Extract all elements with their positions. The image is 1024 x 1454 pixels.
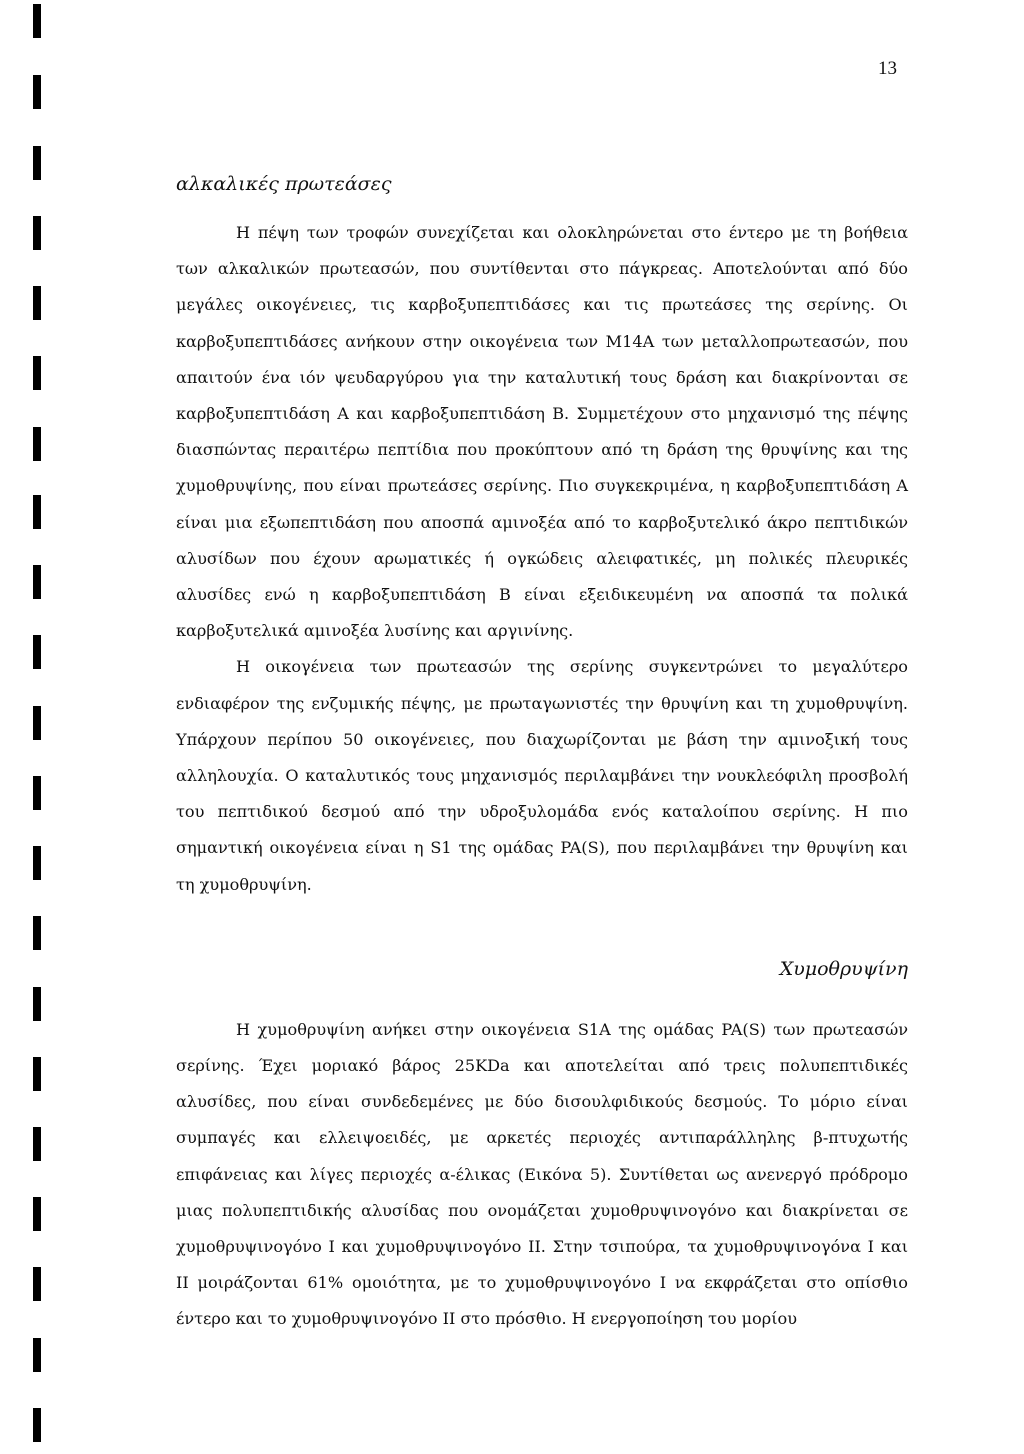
paragraph: Η πέψη των τροφών συνεχίζεται και ολοκληρώνεται στο έντερο με τη βοήθεια των αλκαλικών πρωτεασών, που συντίθενται στο πάγκρεας. Αποτελούνται από δύο μεγάλες οικογένειες, τις καρβοξυπεπτιδάσες και τις πρωτεάσες της σερίνης. Οι καρβοξυπεπτιδάσες ανήκουν στην οικογένεια των Μ14Α των μεταλλοπρωτεασών, που απαιτούν ένα ιόν ψευδαργύρου για την καταλυτική τους δράση και διακρίνονται σε καρβοξυπεπτιδάση Α και καρβοξυπεπτιδάση Β. Συμμετέχουν στο μηχανισμό της πέψης διασπώντας περαιτέρω πεπτίδια που προκύπτουν από τη δράση της θρυψίνης και της χυμοθρυψίνης, που είναι πρωτεάσες σερίνης. Πιο συγκεκριμένα, η καρβοξυπεπτιδάση Α είναι μια εξωπεπτιδάση που αποσπά αμινοξέα από το καρβοξυτελικό άκρο πεπτιδικών αλυσίδων που έχουν αρωματικές ή ογκώδεις αλειφατικές, μη πολικές πλευρικές αλυσίδες ενώ η καρβοξυπεπτιδάση Β είναι εξειδικευμένη να αποσπά τα πολικά καρβοξυτελικά αμινοξέα λυσίνης και αργινίνης. [176,223,908,641]
scan-mark [33,1127,41,1161]
scan-mark [33,565,41,599]
scan-mark [33,916,41,950]
scan-mark [33,1057,41,1091]
scan-margin-marks [33,0,41,1454]
scan-mark [33,427,41,461]
scan-mark [33,146,41,180]
scan-mark [33,1197,41,1231]
scan-mark [33,495,41,529]
scan-mark [33,216,41,250]
scan-mark [33,286,41,320]
page-number: 13 [878,58,897,79]
subsection-title: Χυμοθρυψίνη [779,957,908,980]
scan-mark [33,1338,41,1372]
document-body [176,170,908,1338]
scan-mark [33,846,41,880]
paragraph: Η οικογένεια των πρωτεασών της σερίνης συγκεντρώνει το μεγαλύτερο ενδιαφέρον της ενζυμικής πέψης, με πρωταγωνιστές την θρυψίνη και τη χυμοθρυψίνη. Υπάρχουν περίπου 50 οικογένειες, που διαχωρίζονται με βάση την αμινοξική τους αλληλουχία. Ο καταλυτικός τους μηχανισμός περιλαμβάνει την νουκλεόφιλη προσβολή του πεπτιδικού δεσμού από την υδροξυλομάδα ενός καταλοίπου σερίνης. Η πιο σημαντική οικογένεια είναι η S1 της ομάδας PA(S), που περιλαμβάνει την θρυψίνη και τη χυμοθρυψίνη. [176,657,908,894]
paragraph: Η χυμοθρυψίνη ανήκει στην οικογένεια S1A της ομάδας PA(S) των πρωτεασών σερίνης. Έχει μοριακό βάρος 25KDa και αποτελείται από τρεις πολυπεπτιδικές αλυσίδες, που είναι συνδεδεμένες με δύο δισουλφιδικούς δεσμούς. Το μόριο είναι συμπαγές και ελλειψοειδές, με αρκετές περιοχές αντιπαράλληλης β-πτυχωτής επιφάνειας και λίγες περιοχές α-έλικας (Εικόνα 5). Συντίθεται ως ανενεργό πρόδρομο μιας πολυπεπτιδικής αλυσίδας που ονομάζεται χυμοθρυψινογόνο και διακρίνεται σε χυμοθρυψινογόνο Ι και χυμοθρυψινογόνο ΙΙ. Στην τσιπούρα, τα χυμοθρυψινογόνα Ι και ΙΙ μοιράζονται 61% ομοιότητα, με το χυμοθρυψινογόνο Ι να εκφράζεται στο οπίσθιο έντερο και το χυμοθρυψινογόνο ΙΙ στο πρόσθιο. Η ενεργοποίηση του μορίου [176,1019,908,1329]
section-heading: αλκαλικές πρωτεάσες [176,173,392,195]
scan-mark [33,987,41,1021]
scan-mark [33,75,41,109]
scan-mark [33,1408,41,1442]
scan-mark [33,356,41,390]
scan-mark [33,1267,41,1301]
scan-mark [33,706,41,740]
scan-mark [33,776,41,810]
scan-mark [33,635,41,669]
scan-mark [33,4,41,38]
